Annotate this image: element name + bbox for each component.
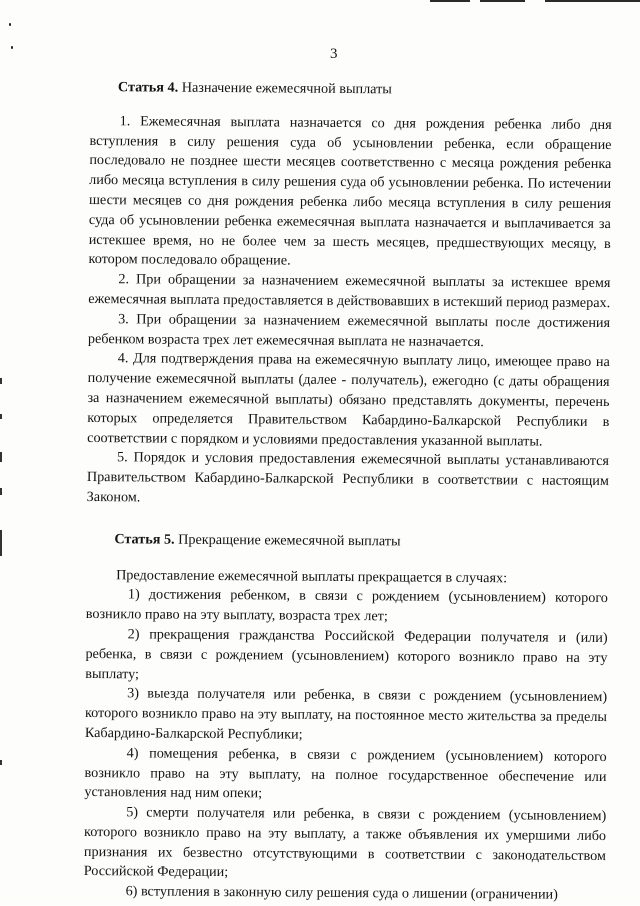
- article-4-paragraph: 2. При обращении за назначением ежемесячной выплаты за истекшее время ежемесячная выплата предоставляется в действовавших в истекший период размерах.: [88, 271, 611, 312]
- article-5-label: Статья 5.: [114, 530, 175, 548]
- article-4-paragraph: 4. Для подтверждения права на ежемесячную выплату лицо, имеющее право на получение ежемесячной выплаты (далее - получатель), ежегодно (с даты обращения за назначением ежемесячной выплаты) обязано представлять документы, перечень которых определяется Правительством Кабардино-Балкарской Республики в соответствии с порядком и условиями предоставления указанной выплаты.: [87, 350, 610, 450]
- scan-artifact-dot: [9, 23, 11, 26]
- scan-artifact-edge: [0, 488, 2, 495]
- scan-artifact-dot: [11, 46, 13, 49]
- article-5-item: 2) прекращения гражданства Российской Федерации получателя и (или) ребенка, в связи с рождением (усыновлением) которого возникло право на эту выплату;: [85, 626, 608, 682]
- scan-artifact-top-line: [430, 0, 470, 2]
- scan-artifact-edge: [0, 452, 2, 462]
- scan-artifact-top-line: [545, 0, 640, 2]
- article-4-paragraph: 1. Ежемесячная выплата назначается со дня рождения ребенка либо дня вступления в силу решения суда об усыновлении ребенка, если обращение последовало не позднее шести месяцев соответственно с месяца рождения ребенка либо месяца вступления в силу решения суда об усыновлении ребенка. По истечении шести месяцев со дня рождения ребенка либо месяца вступления в силу решения суда об усыновлении ребенка ежемесячная выплата назначается и выплачивается за истекшее время, но не более чем за шесть месяцев, предшествующих месяцу, в котором последовало обращение.: [88, 113, 612, 269]
- article-4-label: Статья 4.: [117, 79, 179, 96]
- article-5-heading: [114, 530, 608, 554]
- article-4-paragraph: 5. Порядок и условия предоставления ежемесячной выплаты устанавливаются Правительством Кабардино-Балкарской Республики в соответствии с настоящим Законом.: [86, 449, 610, 506]
- article-5-item: 3) выезда получателя или ребенка, в связи с рождением (усыновлением) которого возникло право на эту выплату, на постоянное место жительства за пределы Кабардино-Балкарской Республики;: [84, 685, 608, 743]
- scan-artifact-edge: [0, 414, 2, 419]
- scan-artifact-edge: [0, 760, 2, 765]
- article-5-item: 6) вступления в законную силу решения суда о лишении (ограничении): [125, 883, 558, 903]
- scan-artifact-edge: [0, 378, 2, 384]
- article-4-paragraph: 3. При обращении за назначением ежемесячной выплаты после достижения ребенком возраста трех лет ежемесячная выплата не назначается.: [87, 310, 611, 350]
- article-5-title: Прекращение ежемесячной выплаты: [178, 531, 401, 550]
- article-4-heading: [118, 78, 612, 102]
- article-5-item: 4) помещения ребенка, в связи с рождением (усыновлением) которого возникло право на эту выплату, на полное государственное обеспечение или установления над ним опеки;: [84, 745, 607, 802]
- article-4-title: Назначение ежемесячной выплаты: [181, 79, 392, 98]
- article-5-item: 5) смерти получателя или ребенка, в связи с рождением (усыновлением) которого возникло право на эту выплату, а также объявления их умершими либо признания их безвестно отсутствующими в соответствии с законодательством Российской Федерации;: [83, 804, 607, 881]
- article-5-intro: Предоставление ежемесячной выплаты прекращается в случаях:: [116, 566, 508, 586]
- article-5-item: 1) достижения ребенком, в связи с рождением (усыновлением) которого возникло право на эту выплату, возраста трех лет;: [85, 586, 608, 625]
- page-number: 3: [330, 46, 338, 62]
- scan-artifact-edge: [0, 530, 2, 556]
- scan-artifact-top-line: [480, 0, 525, 2]
- document-body: [84, 78, 612, 906]
